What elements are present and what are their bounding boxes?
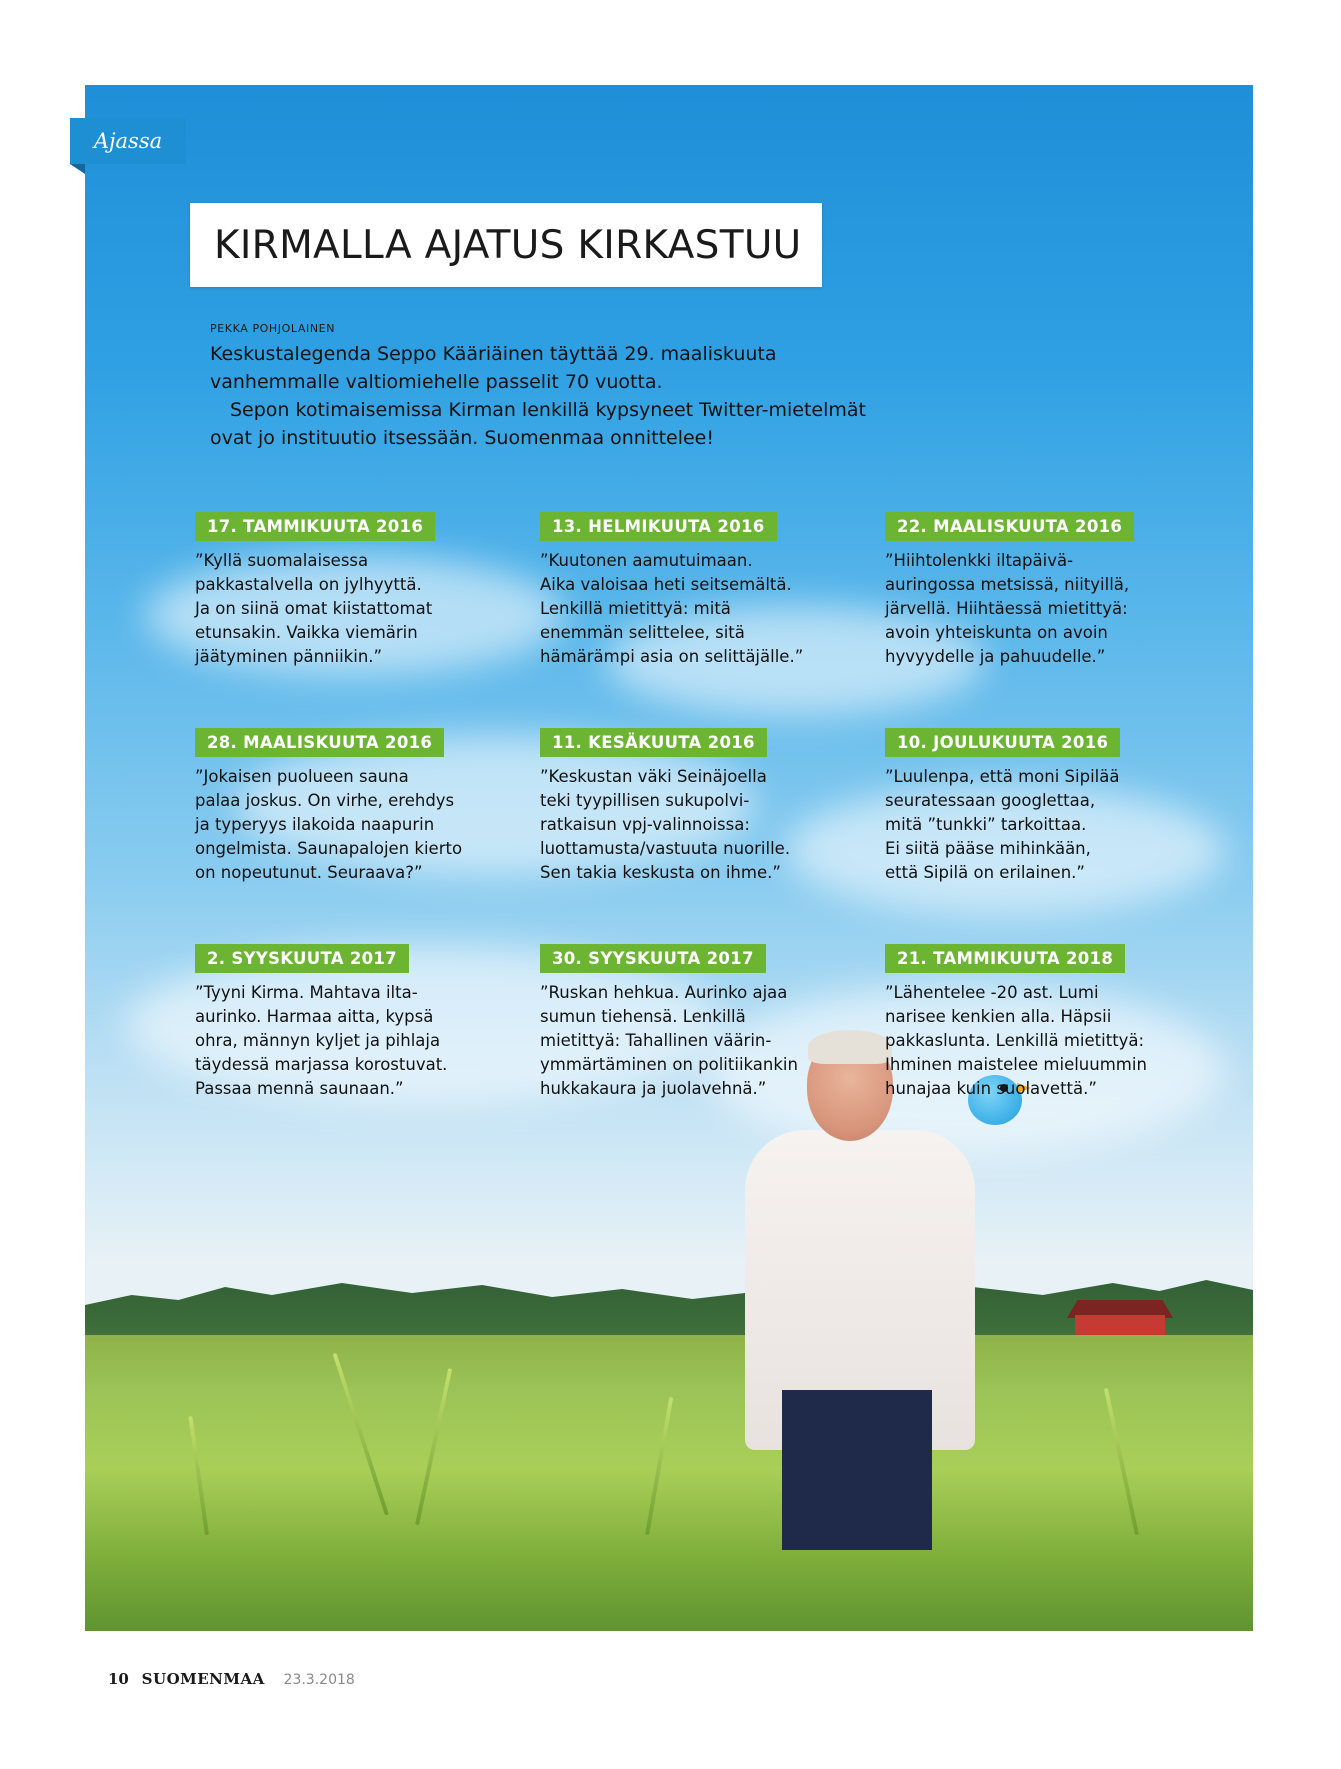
tweet-line: Passaa mennä saunaan.” <box>195 1079 404 1098</box>
tweet-line: Ei siitä pääse mihinkään, <box>885 839 1091 858</box>
tweet-line: että Sipilä on erilainen.” <box>885 863 1085 882</box>
tweet-date-badge: 2. SYYSKUUTA 2017 <box>195 944 409 973</box>
tweet-line: pakkaslunta. Lenkillä mietittyä: <box>885 1031 1145 1050</box>
tweet-line: hyvyydelle ja pahuudelle.” <box>885 647 1106 666</box>
tweet-line: ”Keskustan väki Seinäjoella <box>540 767 767 786</box>
lead-text-2: Sepon kotimaisemissa Kirman lenkillä kypsyneet Twitter-mietelmät ovat jo instituutio itsessään. Suomenmaa onnittelee! <box>210 399 866 449</box>
lead-text-1: Keskustalegenda Seppo Kääriäinen täyttää 29. maaliskuuta vanhemmalle valtiomiehelle passelit 70 vuotta. <box>210 343 777 393</box>
tweet-date-badge: 30. SYYSKUUTA 2017 <box>540 944 766 973</box>
tweet-text <box>540 981 840 1101</box>
tweet-card <box>885 944 1185 1101</box>
tweet-date-badge: 10. JOULUKUUTA 2016 <box>885 728 1120 757</box>
tweet-line: ”Ruskan hehkua. Aurinko ajaa <box>540 983 788 1002</box>
tweet-card <box>885 728 1185 885</box>
tweet-line: sumun tiehensä. Lenkillä <box>540 1007 746 1026</box>
magazine-name: SUOMENMAA <box>141 1670 265 1688</box>
grass-field <box>85 1335 1253 1631</box>
tweet-date-badge: 22. MAALISKUUTA 2016 <box>885 512 1134 541</box>
tweet-line: mitä ”tunkki” tarkoittaa. <box>885 815 1087 834</box>
tweet-line: ”Tyyni Kirma. Mahtava ilta- <box>195 983 418 1002</box>
section-tag: Ajassa <box>70 118 186 164</box>
tweet-line: pakkastalvella on jylhyyttä. <box>195 575 422 594</box>
tweet-line: ongelmista. Saunapalojen kierto <box>195 839 463 858</box>
tweet-text <box>540 549 840 669</box>
tweet-line: ja typeryys ilakoida naapurin <box>195 815 435 834</box>
tweet-line: palaa joskus. On virhe, erehdys <box>195 791 455 810</box>
tweet-line: auringossa metsissä, niityillä, <box>885 575 1130 594</box>
tweet-line: mietittyä: Tahallinen väärin- <box>540 1031 772 1050</box>
tweet-text <box>195 981 495 1101</box>
tweet-line: Ja on siinä omat kiistattomat <box>195 599 433 618</box>
tweet-text <box>885 981 1185 1101</box>
tweet-line: ”Jokaisen puolueen sauna <box>195 767 409 786</box>
tweet-card <box>195 512 495 669</box>
tweet-card <box>540 512 840 669</box>
tweet-line: enemmän selittelee, sitä <box>540 623 745 642</box>
tweet-card <box>540 728 840 885</box>
tweet-card <box>195 944 495 1101</box>
tweet-line: luottamusta/vastuuta nuorille. <box>540 839 791 858</box>
page-number: 10 <box>108 1670 129 1688</box>
tweet-line: on nopeutunut. Seuraava?” <box>195 863 423 882</box>
tweet-line: hukkakaura ja juolavehnä.” <box>540 1079 767 1098</box>
tweet-date-badge: 17. TAMMIKUUTA 2016 <box>195 512 435 541</box>
tweet-text <box>885 765 1185 885</box>
tweet-line: seuratessaan googlettaa, <box>885 791 1096 810</box>
tweet-card <box>195 728 495 885</box>
tweet-line: ohra, männyn kyljet ja pihlaja <box>195 1031 441 1050</box>
page-footer <box>108 1670 355 1688</box>
tweet-line: järvellä. Hiihtäessä mietittyä: <box>885 599 1128 618</box>
tweet-line: jäätyminen pänniikin.” <box>195 647 383 666</box>
article-title: KIRMALLA AJATUS KIRKASTUU <box>214 222 802 268</box>
tweet-line: Aika valoisaa heti seitsemältä. <box>540 575 792 594</box>
tweet-line: ”Kuutonen aamutuimaan. <box>540 551 753 570</box>
tweet-date-badge: 21. TAMMIKUUTA 2018 <box>885 944 1125 973</box>
tweet-line: ”Lähentelee -20 ast. Lumi <box>885 983 1099 1002</box>
tweet-date-badge: 13. HELMIKUUTA 2016 <box>540 512 777 541</box>
tweet-line: aurinko. Harmaa aitta, kypsä <box>195 1007 434 1026</box>
tweet-line: ”Hiihtolenkki iltapäivä- <box>885 551 1074 570</box>
tweet-date-badge: 28. MAALISKUUTA 2016 <box>195 728 444 757</box>
tweet-line: ratkaisun vpj-valinnoissa: <box>540 815 750 834</box>
tweet-line: täydessä marjassa korostuvat. <box>195 1055 448 1074</box>
title-box <box>190 203 822 287</box>
byline: PEKKA POHJOLAINEN <box>210 322 336 335</box>
tweet-line: ymmärtäminen on politiikankin <box>540 1055 798 1074</box>
tweet-line: Ihminen maistelee mieluummin <box>885 1055 1147 1074</box>
man-trousers <box>782 1390 932 1550</box>
tweet-card <box>540 944 840 1101</box>
tweet-text <box>195 549 495 669</box>
lead-paragraph <box>210 340 890 452</box>
tweet-line: teki tyypillisen sukupolvi- <box>540 791 750 810</box>
tweet-line: etunsakin. Vaikka viemärin <box>195 623 418 642</box>
tweet-text <box>540 765 840 885</box>
tweet-line: hunajaa kuin suolavettä.” <box>885 1079 1097 1098</box>
tweet-line: ”Kyllä suomalaisessa <box>195 551 369 570</box>
tweet-card <box>885 512 1185 669</box>
tweet-line: ”Luulenpa, että moni Sipilää <box>885 767 1120 786</box>
tweet-line: Lenkillä mietittyä: mitä <box>540 599 731 618</box>
tweet-line: avoin yhteiskunta on avoin <box>885 623 1108 642</box>
tweet-text <box>195 765 495 885</box>
tweet-line: Sen takia keskusta on ihme.” <box>540 863 781 882</box>
issue-date: 23.3.2018 <box>283 1672 355 1688</box>
tweet-date-badge: 11. KESÄKUUTA 2016 <box>540 728 767 757</box>
tweet-text <box>885 549 1185 669</box>
tweet-line: hämärämpi asia on selittäjälle.” <box>540 647 804 666</box>
tweet-line: narisee kenkien alla. Häpsii <box>885 1007 1112 1026</box>
